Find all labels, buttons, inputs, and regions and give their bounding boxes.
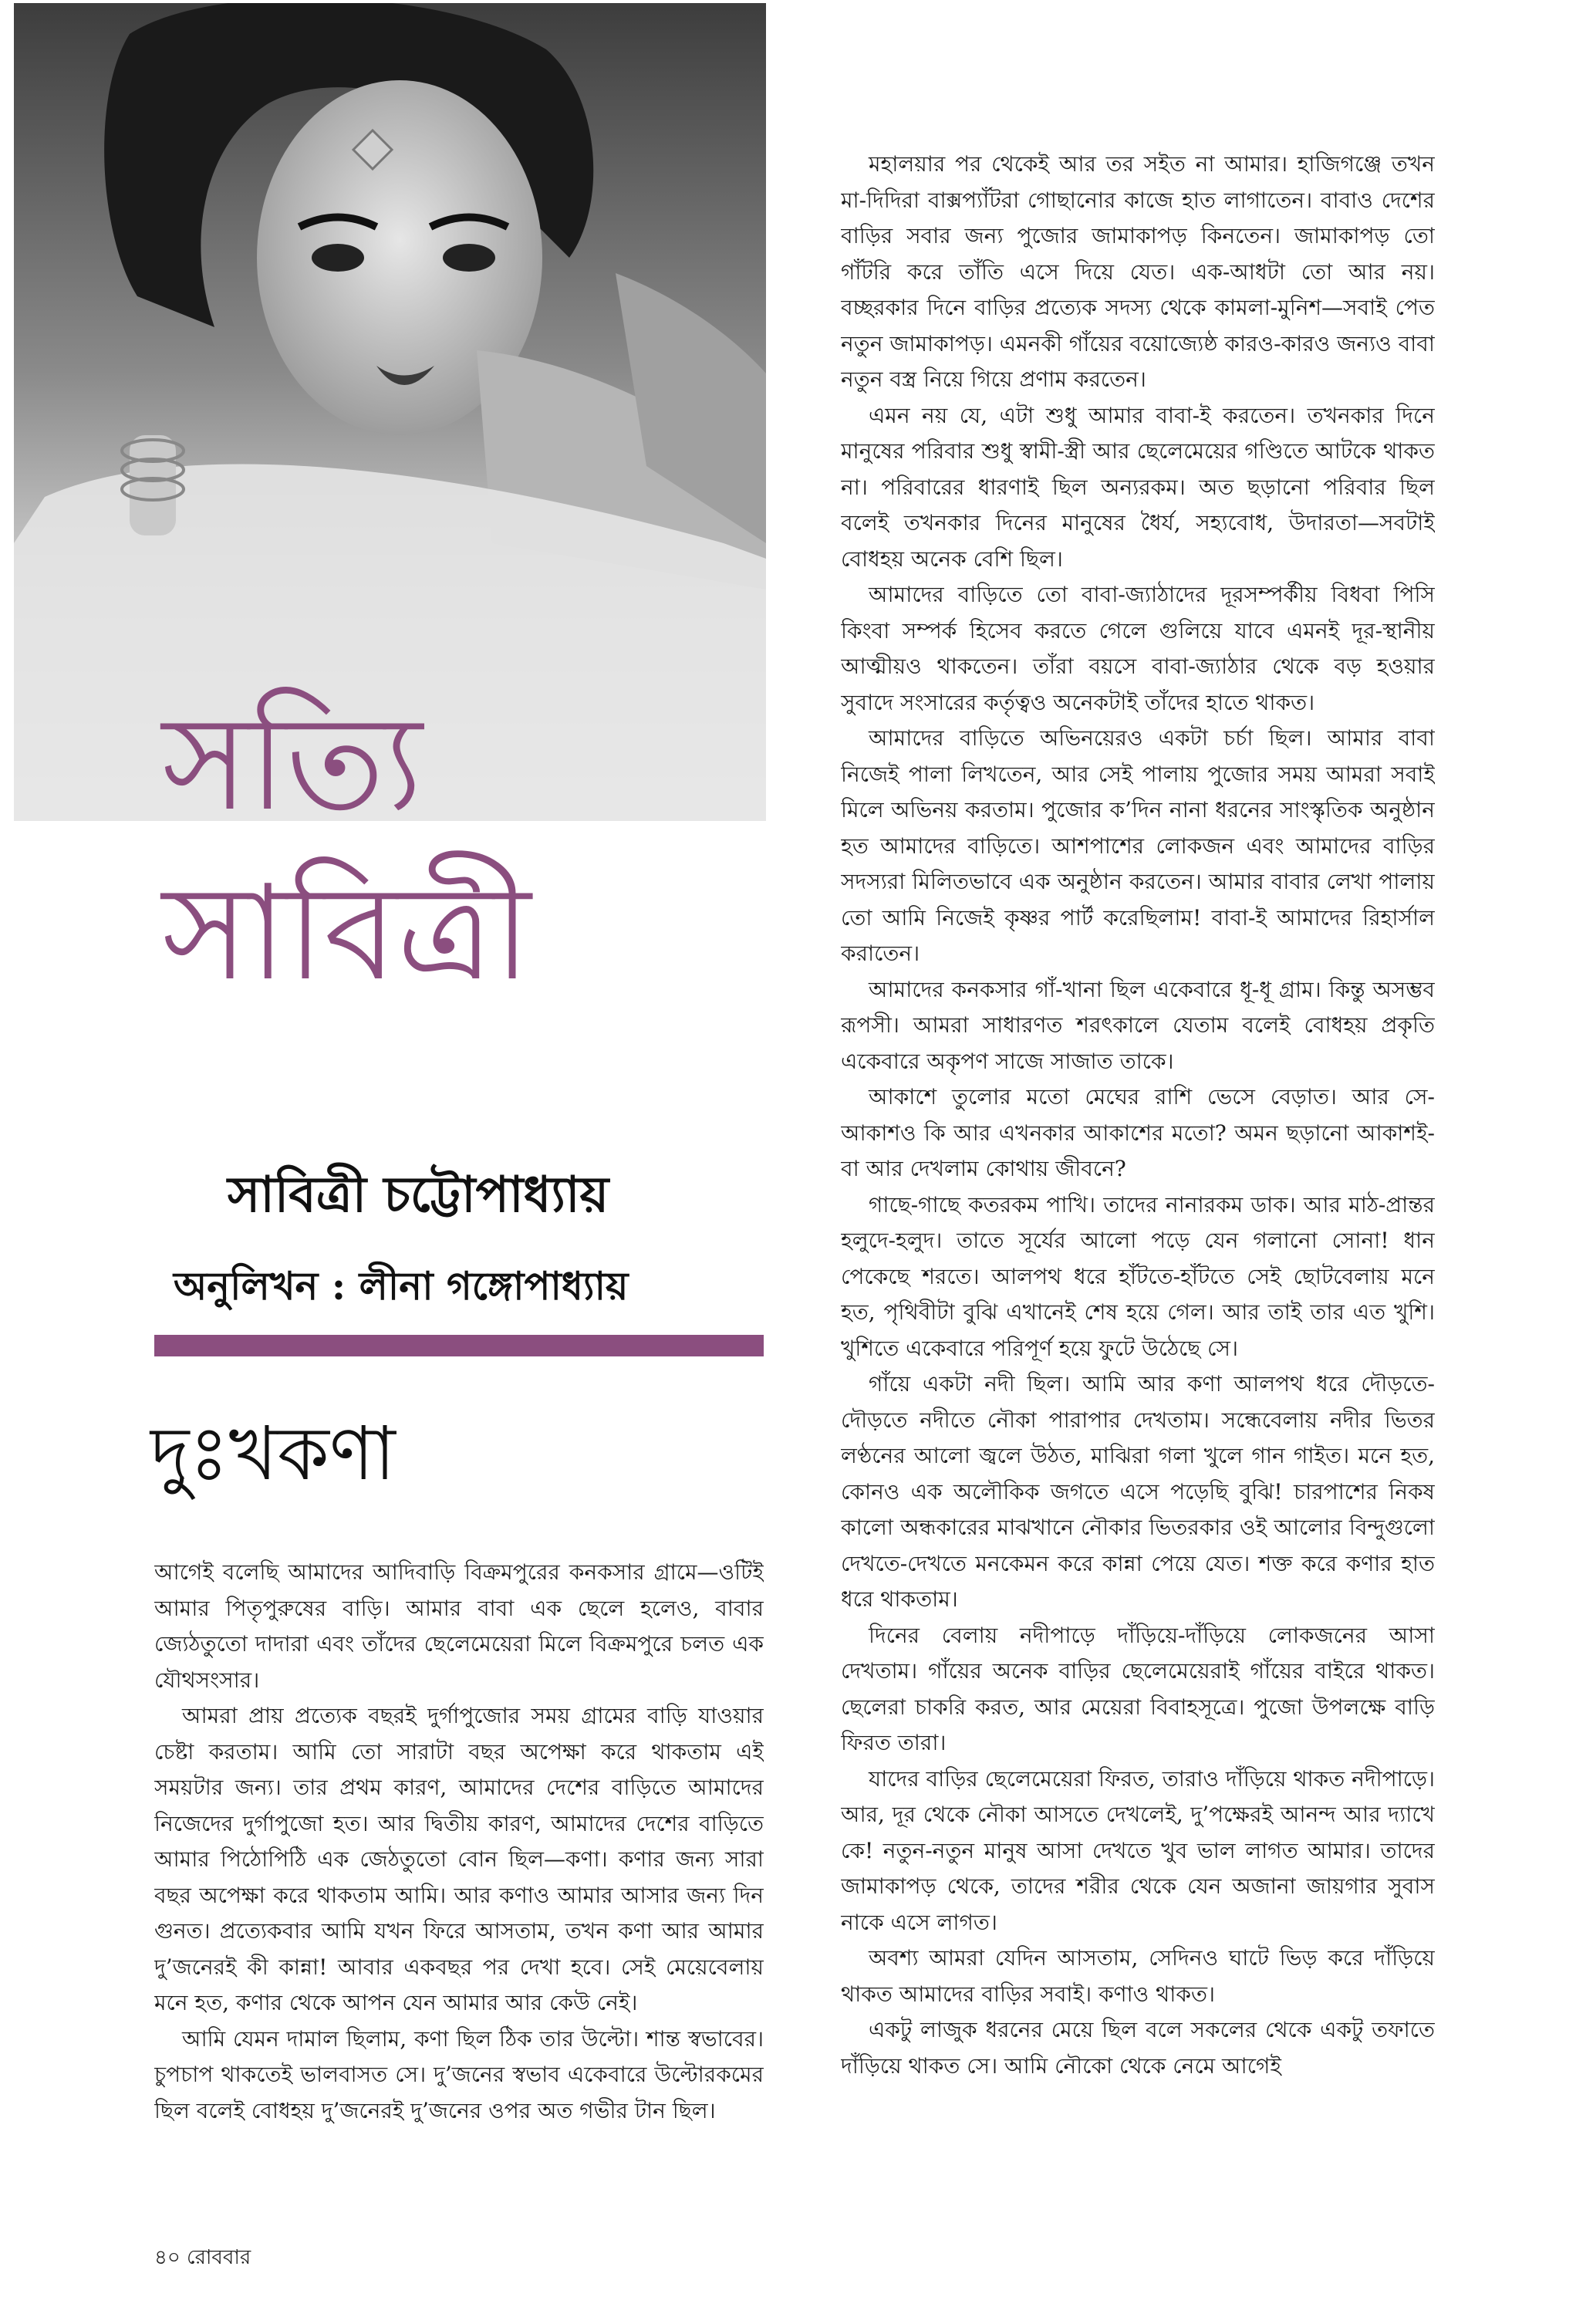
section-heading: দুঃখকণা: [150, 1410, 396, 1497]
paragraph: আমাদের বাড়িতে অভিনয়েরও একটা চর্চা ছিল। আমার বাবা নিজেই পালা লিখতেন, আর সেই পালায় পুজোর সময় আমরা সবাই মিলে অভিনয় করতাম। পুজোর ক’দিন নানা ধরনের সাংস্কৃতিক অনুষ্ঠান হত আমাদের বাড়িতে। আশপাশের লোকজন এবং আমাদের বাড়ির সদস্যরা মিলিতভাবে এক অনুষ্ঠান করতেন। আমার বাবার লেখা পালায় তো আমি নিজেই কৃষ্ণর পার্ট করেছিলাম! বাবা-ই আমাদের রিহার্সাল করাতেন।: [841, 725, 1435, 966]
headline-title-line1: সত্যি: [162, 687, 423, 840]
headline-title-line2: সাবিত্রী: [162, 857, 532, 1010]
paragraph: আকাশে তুলোর মতো মেঘের রাশি ভেসে বেড়াত। আর সে-আকাশও কি আর এখনকার আকাশের মতো? অমন ছড়ানো আকাশই-বা আর দেখলাম কোথায় জীবনে?: [841, 1084, 1435, 1181]
paragraph: যাদের বাড়ির ছেলেমেয়েরা ফিরত, তারাও দাঁড়িয়ে থাকত নদীপাড়ে। আর, দূর থেকে নৌকা আসতে দেখলেই, দু’পক্ষেরই আনন্দ আর দ্যাখে কে! নতুন-নতুন মানুষ আসা দেখতে খুব ভাল লাগত আমার। তাদের জামাকাপড় থেকে, তাদের শরীর থেকে যেন অজানা জায়গার সুবাস নাকে এসে লাগত।: [841, 1765, 1435, 1935]
paragraph: আমি যেমন দামাল ছিলাম, কণা ছিল ঠিক তার উল্টো। শান্ত স্বভাবের। চুপচাপ থাকতেই ভালবাসত সে। দু’জনের স্বভাব একেবারে উল্টোরকমের ছিল বলেই বোধহয় দু’জনেরই দু’জনের ওপর অত গভীর টান ছিল।: [154, 2025, 764, 2123]
left-text-column: [154, 1555, 764, 2187]
paragraph: মহালয়ার পর থেকেই আর তর সইত না আমার। হাজিগঞ্জে তখন মা-দিদিরা বাক্সপ্যাঁটরা গোছানোর কাজে হাত লাগাতেন। বাবাও দেশের বাড়ির সবার জন্য পুজোর জামাকাপড় কিনতেন। জামাকাপড় তো গাঁটরি করে তাঁতি এসে দিয়ে যেত। এক-আধটা তো আর নয়। বচ্ছরকার দিনে বাড়ির প্রত্যেক সদস্য থেকে কামলা-মুনিশ—সবাই পেত নতুন জামাকাপড়। এমনকী গাঁয়ের বয়োজ্যেষ্ঠ কারও-কারও জন্যও বাবা নতুন বস্ত্র নিয়ে গিয়ে প্রণাম করতেন।: [841, 151, 1435, 392]
right-text-column: [841, 147, 1435, 2199]
paragraph: আগেই বলেছি আমাদের আদিবাড়ি বিক্রমপুরের কনকসার গ্রামে—ওটিই আমার পিতৃপুরুষের বাড়ি। আমার বাবা এক ছেলে হলেও, বাবার জ্যেঠতুতো দাদারা এবং তাঁদের ছেলেমেয়েরা মিলে বিক্রমপুরে চলত এক যৌথসংসার।: [154, 1559, 764, 1693]
paragraph: অবশ্য আমরা যেদিন আসতাম, সেদিনও ঘাটে ভিড় করে দাঁড়িয়ে থাকত আমাদের বাড়ির সবাই। কণাও থাকত।: [841, 1945, 1435, 2007]
paragraph: আমাদের কনকসার গাঁ-খানা ছিল একেবারে ধূ-ধূ গ্রাম। কিন্তু অসম্ভব রূপসী। আমরা সাধারণত শরৎকালে যেতাম বলেই বোধহয় প্রকৃতি একেবারে অকৃপণ সাজে সাজাত তাকে।: [841, 976, 1435, 1074]
page-footer: ৪০ রোববার: [154, 2246, 251, 2269]
transcriber-credit: অনুলিখন : লীনা গঙ্গোপাধ্যায়: [174, 1263, 629, 1309]
author-name: সাবিত্রী চট্টোপাধ্যায়: [228, 1166, 609, 1224]
paragraph: আমাদের বাড়িতে তো বাবা-জ্যাঠাদের দূরসম্পর্কীয় বিধবা পিসি কিংবা সম্পর্ক হিসেব করতে গেলে গুলিয়ে যাবে এমনই দূর-স্থানীয় আত্মীয়ও থাকতেন। তাঁরা বয়সে বাবা-জ্যাঠার থেকে বড় হওয়ার সুবাদে সংসারের কর্তৃত্বও অনেকটাই তাঁদের হাতে থাকত।: [841, 582, 1435, 715]
paragraph: আমরা প্রায় প্রত্যেক বছরই দুর্গাপুজোর সময় গ্রামের বাড়ি যাওয়ার চেষ্টা করতাম। আমি তো সারাটা বছর অপেক্ষা করে থাকতাম এই সময়টার জন্য। তার প্রথম কারণ, আমাদের দেশের বাড়িতে আমাদের নিজেদের দুর্গাপুজো হত। আর দ্বিতীয় কারণ, আমাদের দেশের বাড়িতে আমার পিঠোপিঠি এক জেঠতুতো বোন ছিল—কণা। কণার জন্য সারা বছর অপেক্ষা করে থাকতাম আমি। আর কণাও আমার আসার জন্য দিন গুনত। প্রত্যেকবার আমি যখন ফিরে আসতাম, তখন কণা আর আমার দু’জনেরই কী কান্না! আবার একবছর পর দেখা হবে। সেই মেয়েবেলায় মনে হত, কণার থেকে আপন যেন আমার আর কেউ নেই।: [154, 1703, 764, 2015]
paragraph: দিনের বেলায় নদীপাড়ে দাঁড়িয়ে-দাঁড়িয়ে লোকজনের আসা দেখতাম। গাঁয়ের অনেক বাড়ির ছেলেমেয়েরাই গাঁয়ের বাইরে থাকত। ছেলেরা চাকরি করত, আর মেয়েরা বিবাহসূত্রে। পুজো উপলক্ষে বাড়ি ফিরত তারা।: [841, 1622, 1435, 1755]
paragraph: এমন নয় যে, এটা শুধু আমার বাবা-ই করতেন। তখনকার দিনে মানুষের পরিবার শুধু স্বামী-স্ত্রী আর ছেলেমেয়ের গণ্ডিতে আটকে থাকত না। পরিবারের ধারণাই ছিল অন্যরকম। অত ছড়ানো পরিবার ছিল বলেই তখনকার দিনের মানুষের ধৈর্য, সহ্যবোধ, উদারতা—সবটাই বোধহয় অনেক বেশি ছিল।: [841, 402, 1435, 572]
paragraph: একটু লাজুক ধরনের মেয়ে ছিল বলে সকলের থেকে একটু তফাতে দাঁড়িয়ে থাকত সে। আমি নৌকো থেকে নেমে আগেই: [841, 2017, 1435, 2079]
accent-divider-bar: [154, 1335, 764, 1356]
paragraph: গাছে-গাছে কতরকম পাখি। তাদের নানারকম ডাক। আর মাঠ-প্রান্তর হলুদে-হলুদ। তাতে সূর্যের আলো পড়ে যেন গলানো সোনা! ধান পেকেছে শরতে। আলপথ ধরে হাঁটতে-হাঁটতে সেই ছোটবেলায় মনে হত, পৃথিবীটা বুঝি এখানেই শেষ হয়ে গেল। আর তাই তার এত খুশি। খুশিতে একেবারে পরিপূর্ণ হয়ে ফুটে উঠেছে সে।: [841, 1191, 1435, 1361]
paragraph: গাঁয়ে একটা নদী ছিল। আমি আর কণা আলপথ ধরে দৌড়তে-দৌড়তে নদীতে নৌকা পারাপার দেখতাম। সন্ধেবেলায় নদীর ভিতর লণ্ঠনের আলো জ্বলে উঠত, মাঝিরা গলা খুলে গান গাইত। মনে হত, কোনও এক অলৌকিক জগতে এসে পড়েছি বুঝি! চারপাশের নিকষ কালো অন্ধকারের মাঝখানে নৌকার ভিতরকার ওই আলোর বিন্দুগুলো দেখতে-দেখতে মনকেমন করে কান্না পেয়ে যেত। শক্ত করে কণার হাত ধরে থাকতাম।: [841, 1371, 1435, 1612]
